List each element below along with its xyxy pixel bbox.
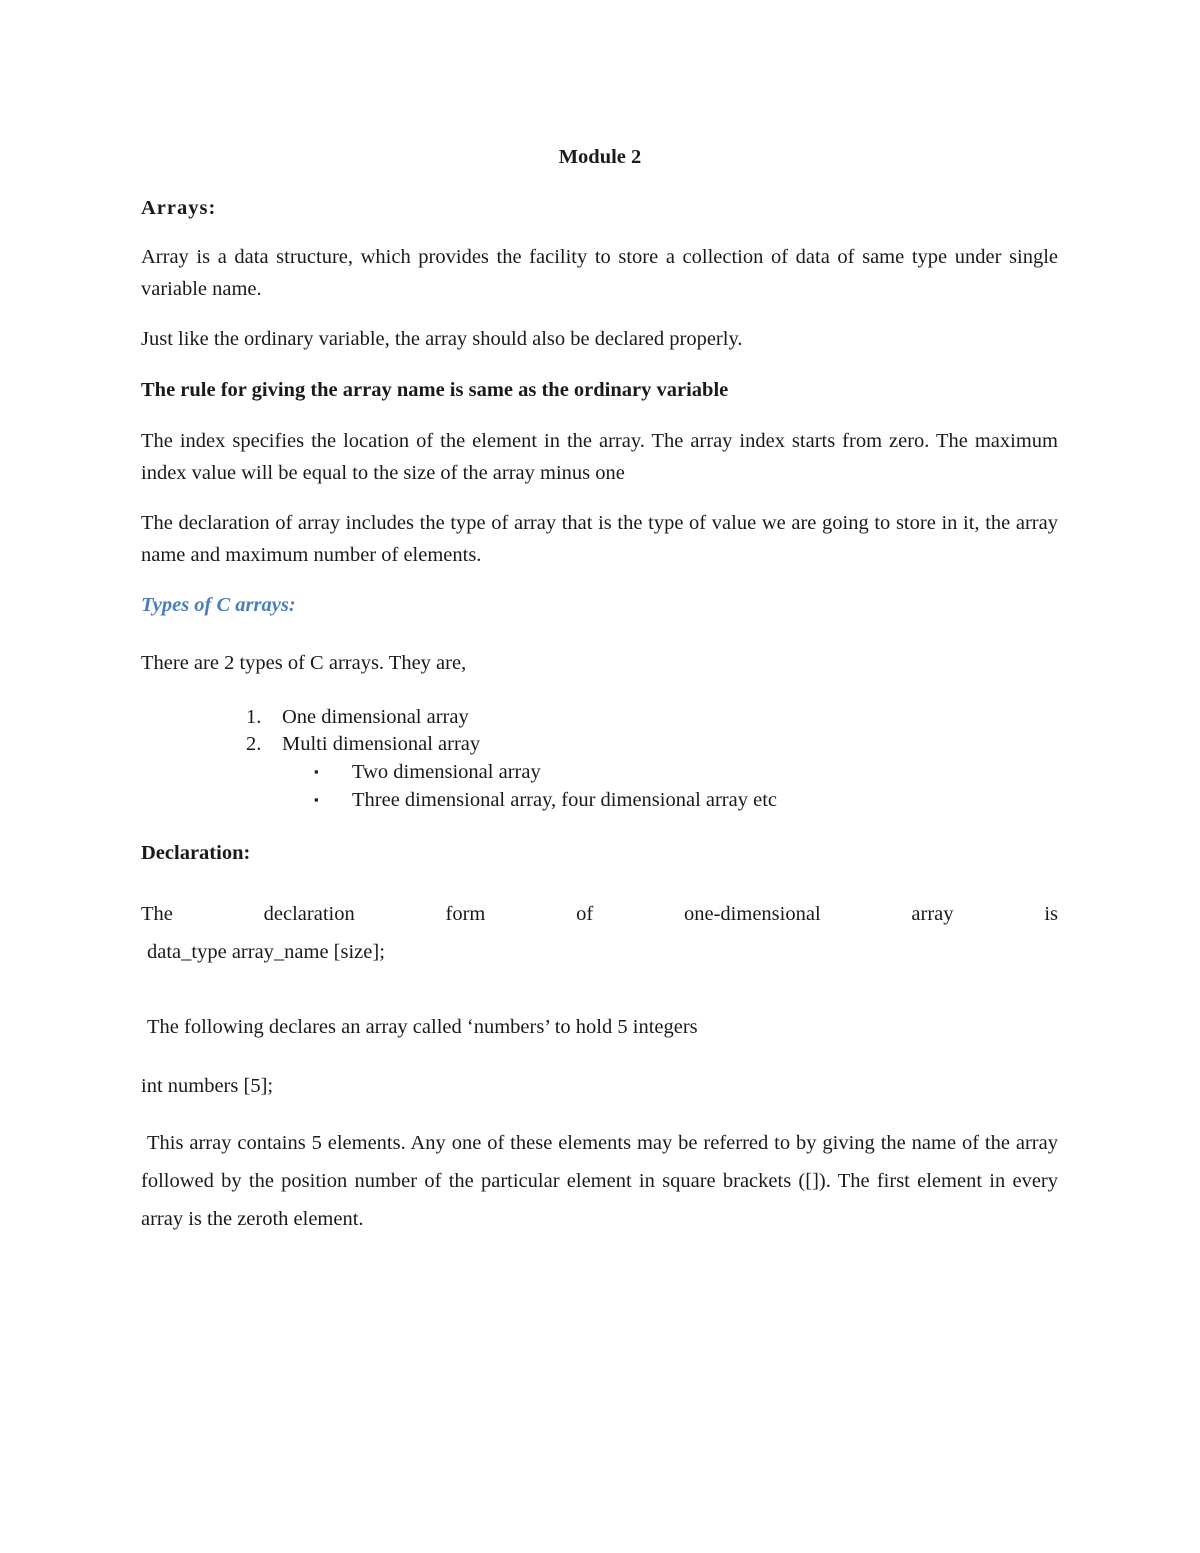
- declaration-syntax: data_type array_name [size];: [147, 941, 385, 963]
- word: one-dimensional: [684, 903, 821, 925]
- types-intro: There are 2 types of C arrays. They are,: [141, 652, 467, 674]
- word: array: [911, 903, 954, 925]
- numbers-example-intro: The following declares an array called ‘numbers’ to hold 5 integers: [147, 1016, 698, 1038]
- code-example: int numbers [5];: [141, 1075, 274, 1097]
- word: form: [445, 903, 486, 925]
- elements-paragraph: This array contains 5 elements. Any one of these elements may be referred to by giving the name of the array followed by the position number of the particular element in square brackets ([]). The first element in every array is the zeroth element.: [141, 1132, 1058, 1230]
- list-item: [246, 704, 469, 731]
- list-number: 2.: [246, 733, 262, 755]
- sublist-item: [314, 758, 541, 786]
- list-item-text: One dimensional array: [282, 706, 469, 728]
- declaration-includes-paragraph: The declaration of array includes the type of array that is the type of value we are going to store in it, the array name and maximum number of elements.: [141, 512, 1058, 566]
- list-item-text: Multi dimensional array: [282, 733, 481, 755]
- list-item: [246, 731, 480, 758]
- list-number: 1.: [246, 706, 262, 728]
- declaration-heading: Declaration:: [141, 842, 251, 864]
- arrays-heading: Arrays:: [141, 197, 217, 219]
- sublist-item-text: Three dimensional array, four dimensional array etc: [352, 789, 778, 811]
- array-definition-paragraph: Array is a data structure, which provides the facility to store a collection of data of same type under single variable name.: [141, 246, 1058, 300]
- word: declaration: [263, 903, 355, 925]
- declaration-note-paragraph: Just like the ordinary variable, the array should also be declared properly.: [141, 328, 743, 350]
- square-bullet-icon: ▪: [314, 764, 319, 779]
- declaration-form-line: [141, 898, 1058, 930]
- word: is: [1044, 903, 1058, 925]
- square-bullet-icon: ▪: [314, 792, 319, 807]
- sublist-item: [314, 786, 777, 814]
- word: of: [576, 903, 594, 925]
- word: The: [141, 903, 173, 925]
- types-heading: Types of C arrays:: [141, 594, 296, 616]
- index-paragraph: The index specifies the location of the element in the array. The array index starts from zero. The maximum index value will be equal to the size of the array minus one: [141, 430, 1058, 484]
- sublist-item-text: Two dimensional array: [352, 761, 541, 783]
- naming-rule-heading: The rule for giving the array name is same as the ordinary variable: [141, 379, 729, 401]
- page-title: Module 2: [558, 146, 642, 168]
